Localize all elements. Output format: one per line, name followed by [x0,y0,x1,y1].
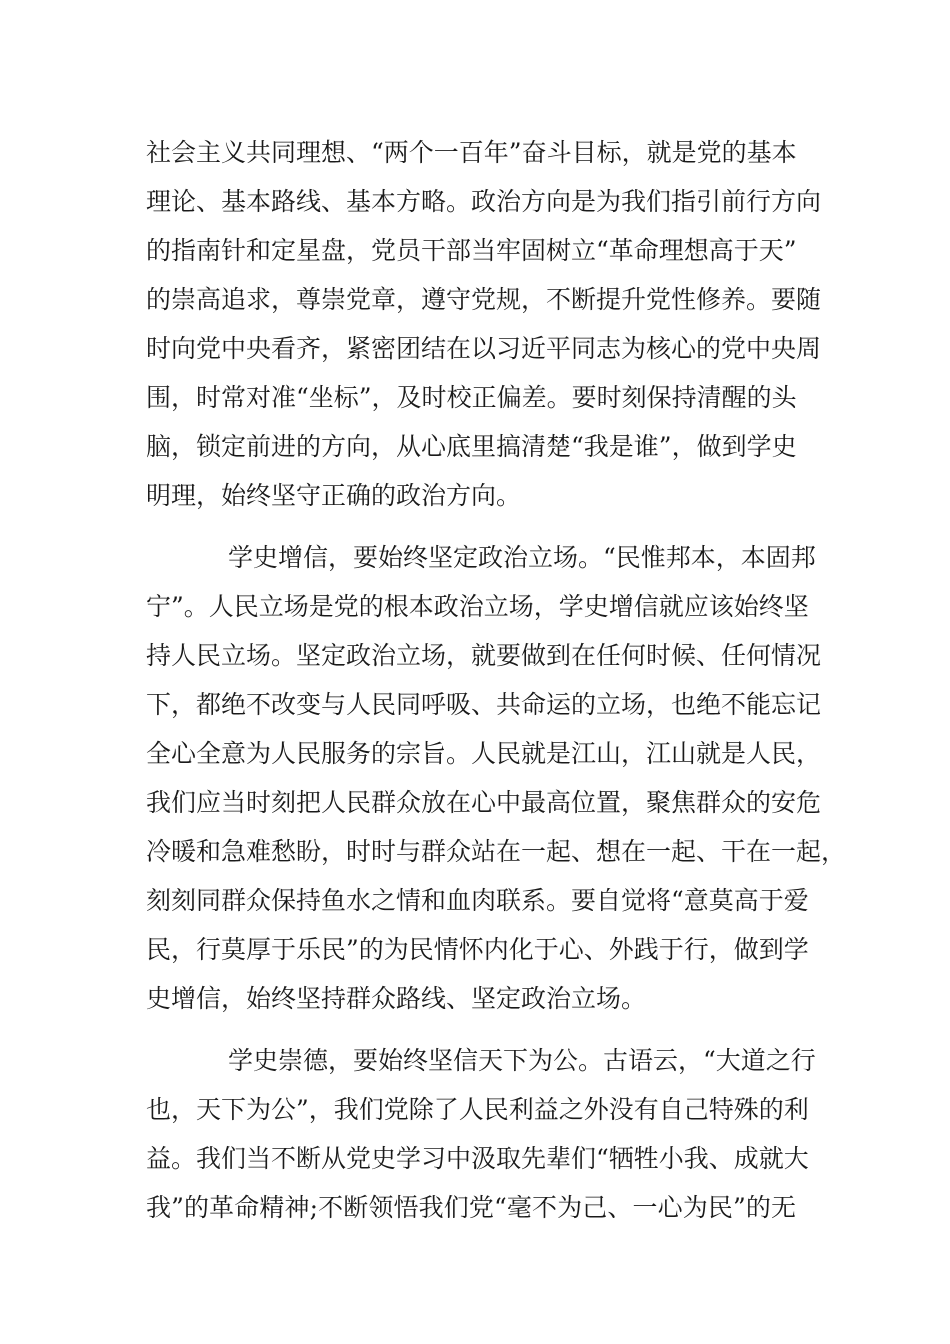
paragraph-spacer [146,520,796,533]
paragraph-3-line-1: 学史崇德，要始终坚信天下为公。古语云，“大道之行 [228,1046,816,1075]
paragraph-2-line-5: 全心全意为人民服务的宗旨。人民就是江山，江山就是人民， [146,739,822,768]
paragraph-2-line-9: 民，行莫厚于乐民”的为民情怀内化于心、外践于行，做到学 [146,935,809,964]
paragraph-2-line-8: 刻刻同群众保持鱼水之情和血肉联系。要自觉将“意莫高于爱 [146,886,809,915]
paragraph-2-line-1: 学史增信，要始终坚定政治立场。“民惟邦本，本固邦 [228,543,816,572]
paragraph-2-line-7: 冷暖和急难愁盼，时时与群众站在一起、想在一起、干在一起， [146,837,847,866]
document-body [146,128,847,1232]
paragraph-1-line-7: 脑，锁定前进的方向，从心底里搞清楚“我是谁”，做到学史 [146,432,797,461]
paragraph-1-line-3: 的指南针和定星盘，党员干部当牢固树立“革命理想高于天” [146,236,797,265]
paragraph-spacer [146,1023,796,1036]
paragraph-3-line-4: 我”的革命精神;不断领悟我们党“毫不为己、一心为民”的无 [146,1193,796,1222]
paragraph-1-line-6: 围，时常对准“坐标”，及时校正偏差。要时刻保持清醒的头 [146,383,797,412]
paragraph-1-line-1: 社会主义共同理想、“两个一百年”奋斗目标，就是党的基本 [146,138,797,167]
paragraph-2-line-10: 史增信，始终坚持群众路线、坚定政治立场。 [146,984,647,1013]
paragraph-3-line-3: 益。我们当不断从党史学习中汲取先辈们“牺牲小我、成就大 [146,1144,809,1173]
paragraph-3-line-2: 也，天下为公”，我们党除了人民利益之外没有自己特殊的利 [146,1095,809,1124]
paragraph-2-line-2: 宁”。人民立场是党的根本政治立场，学史增信就应该始终坚 [146,592,809,621]
paragraph-2-line-3: 持人民立场。坚定政治立场，就要做到在任何时候、任何情况 [146,641,822,670]
paragraph-2-line-6: 我们应当时刻把人民群众放在心中最高位置，聚焦群众的安危 [146,788,822,817]
paragraph-1-line-5: 时向党中央看齐，紧密团结在以习近平同志为核心的党中央周 [146,334,822,363]
paragraph-1-line-2: 理论、基本路线、基本方略。政治方向是为我们指引前行方向 [146,187,822,216]
paragraph-1-line-8: 明理，始终坚守正确的政治方向。 [146,481,522,510]
paragraph-1-line-4: 的崇高追求，尊崇党章，遵守党规，不断提升党性修养。要随 [146,285,822,314]
paragraph-2-line-4: 下，都绝不改变与人民同呼吸、共命运的立场，也绝不能忘记 [146,690,822,719]
